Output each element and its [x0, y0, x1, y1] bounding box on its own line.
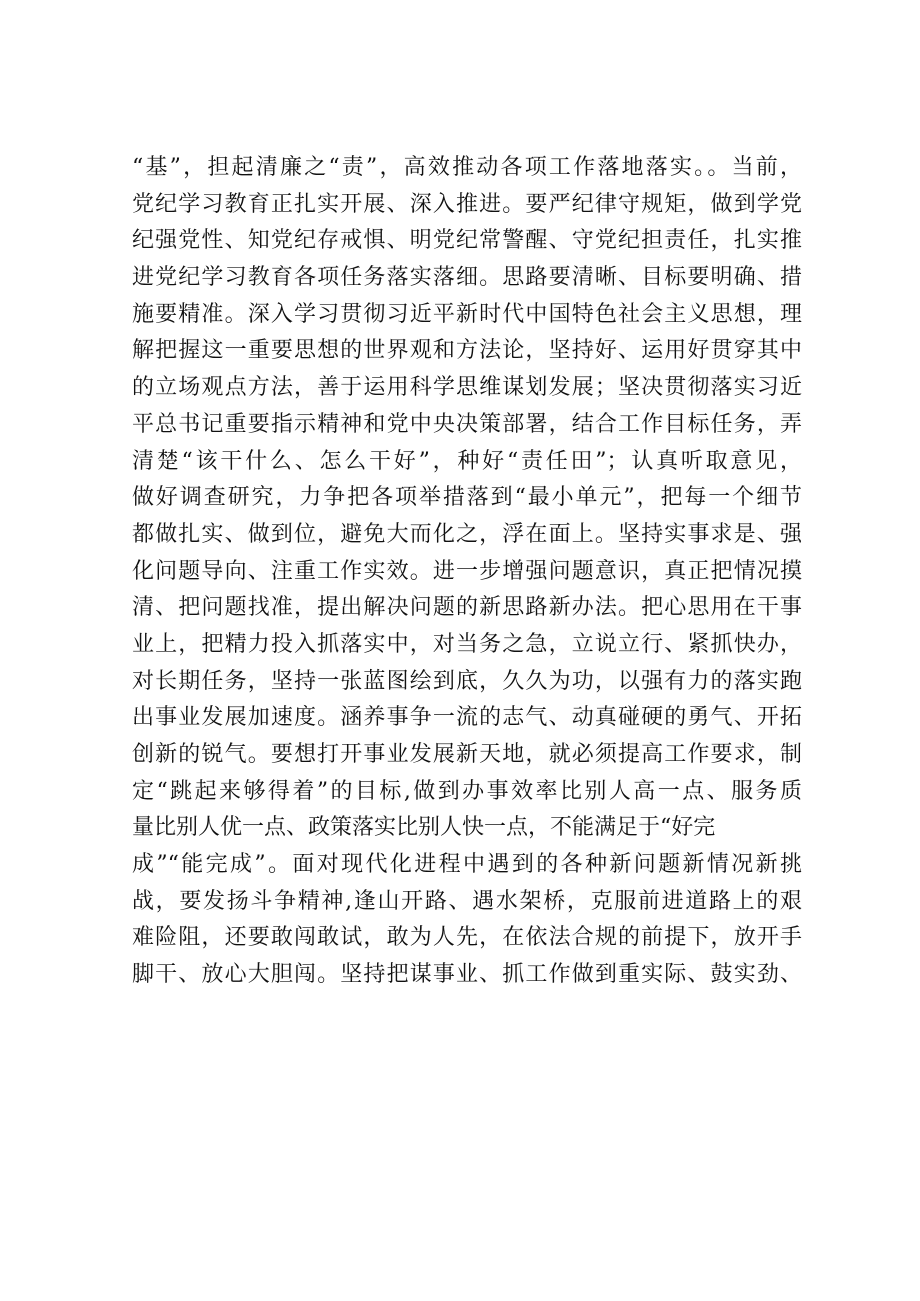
text-line-10: 做好调查研究，力争把各项举措落到“最小单元”，把每一个细节: [132, 485, 802, 511]
text-line-3: 纪强党性、知党纪存戒惧、明党纪常警醒、守党纪担责任，扎实推: [132, 228, 802, 254]
text-line-22: 难险阻，还要敢闯敢试，敢为人先，在依法合规的前提下，放开手: [132, 925, 802, 951]
text-line-19: 量比别人优一点、政策落实比别人快一点，不能满足于“好完: [132, 815, 716, 841]
text-line-17: 创新的锐气。要想打开事业发展新天地，就必须提高工作要求，制: [132, 742, 802, 767]
text-line-12: 化问题导向、注重工作实效。进一步增强问题意识，真正把情况摸: [132, 558, 802, 584]
text-line-21: 战，要发扬斗争精神,逢山开路、遇水架桥，克服前进道路上的艰: [132, 888, 802, 914]
text-line-13: 清、把问题找准，提出解决问题的新思路新办法。把心思用在干事: [132, 595, 802, 621]
text-line-8: 平总书记重要指示精神和党中央决策部署，结合工作目标任务，弄: [132, 411, 802, 437]
text-line-2: 党纪学习教育正扎实开展、深入推进。要严纪律守规矩，做到学党: [132, 191, 802, 217]
text-line-20: 成”“能完成”。面对现代化进程中遇到的各种新问题新情况新挑: [132, 852, 802, 878]
text-line-16: 出事业发展加速度。涵养事争一流的志气、动真碰硬的勇气、开拓: [132, 705, 802, 731]
body-paragraph: [132, 150, 802, 994]
text-line-15: 对长期任务，坚持一张蓝图绘到底，久久为功，以强有力的落实跑: [132, 668, 802, 694]
text-line-4: 进党纪学习教育各项任务落实落细。思路要清晰、目标要明确、措: [132, 265, 802, 291]
text-line-14: 业上，把精力投入抓落实中，对当务之急，立说立行、紧抓快办，: [132, 631, 802, 657]
text-line-5: 施要精准。深入学习贯彻习近平新时代中国特色社会主义思想，理: [132, 301, 802, 327]
text-line-1: “基”，担起清廉之“责”，高效推动各项工作落地落实。。当前，: [132, 155, 802, 180]
text-line-18: 定“跳起来够得着”的目标,做到办事效率比别人高一点、服务质: [132, 778, 802, 804]
text-line-11: 都做扎实、做到位，避免大而化之，浮在面上。坚持实事求是、强: [132, 521, 802, 547]
text-line-6: 解把握这一重要思想的世界观和方法论，坚持好、运用好贯穿其中: [132, 338, 802, 364]
text-line-9: 清楚“该干什么、怎么干好”，种好“责任田”；认真听取意见，: [132, 448, 802, 474]
text-line-23: 脚干、放心大胆闯。坚持把谋事业、抓工作做到重实际、鼓实劲、: [132, 962, 802, 988]
text-line-7: 的立场观点方法，善于运用科学思维谋划发展；坚决贯彻落实习近: [132, 375, 802, 401]
